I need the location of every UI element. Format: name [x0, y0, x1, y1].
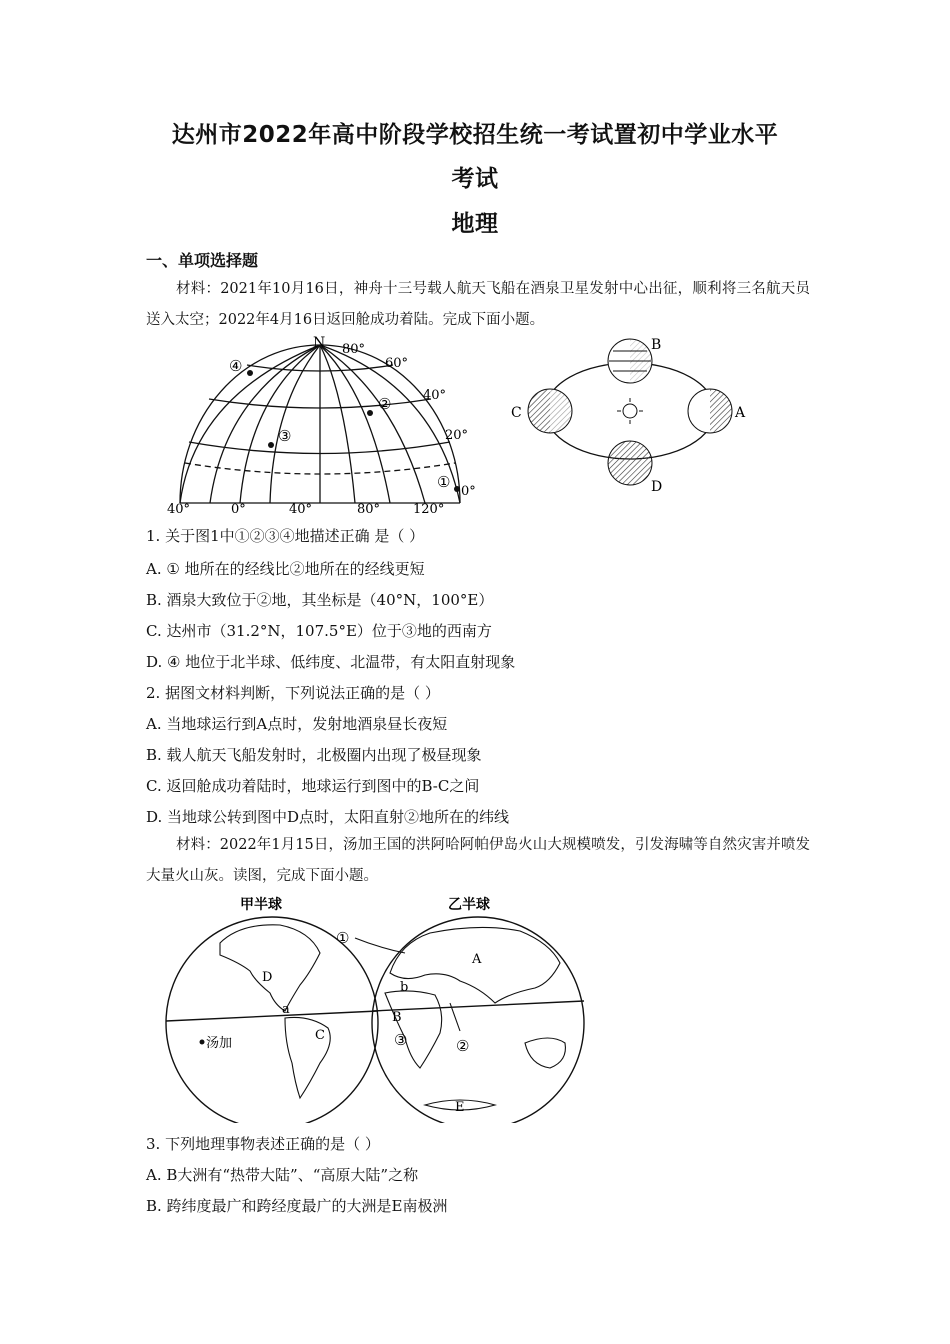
- question-2-option-d: D. 当地球公转到图中D点时，太阳直射②地所在的纬线: [146, 808, 510, 826]
- north-label: N: [313, 335, 326, 351]
- continent-label-e: E: [455, 1100, 465, 1115]
- question-3-option-a: A. B大洲有“热带大陆”、“高原大陆”之称: [146, 1166, 419, 1184]
- material-paragraph-1: 材料：2021年10月16日，神舟十三号载人航天飞船在酒泉卫星发射中心出征，顺利将三名航天员送入太空；2022年4月16日返回舱成功着陆。完成下面小题。: [146, 281, 810, 328]
- point-2-label: ②: [378, 395, 392, 413]
- lon-label-80e: 80°: [357, 502, 381, 515]
- point-1-label: ①: [437, 473, 451, 491]
- lon-label-40w: 40°: [167, 502, 191, 515]
- exam-title-line2: 考试: [451, 166, 499, 192]
- continent-label-b: B: [392, 1010, 402, 1025]
- point-label-b: b: [400, 980, 409, 995]
- figure-hemispheres-map: [160, 893, 640, 1123]
- lat-label-20: 20°: [445, 428, 469, 443]
- marker-3-label: ③: [394, 1031, 408, 1049]
- question-1-option-d: D. ④ 地位于北半球、低纬度、北温带，有太阳直射现象: [146, 653, 516, 671]
- question-1-stem: 1. 关于图1中①②③④地描述正确 是（ ）: [146, 527, 425, 545]
- exam-title-line1: 达州市2022年高中阶段学校招生统一考试置初中学业水平: [171, 122, 779, 148]
- orbit-label-c: C: [511, 405, 522, 421]
- lat-label-60: 60°: [385, 356, 409, 371]
- section-heading: 一、单项选择题: [146, 251, 259, 270]
- question-3-option-b: B. 跨纬度最广和跨经度最广的大洲是E南极洲: [146, 1197, 448, 1215]
- lat-label-80: 80°: [342, 342, 366, 357]
- point-4-label: ④: [229, 357, 243, 375]
- point-label-a: a: [282, 1002, 290, 1017]
- marker-2-label: ②: [456, 1037, 470, 1055]
- continent-label-a: A: [472, 952, 482, 967]
- orbit-label-a: A: [735, 405, 746, 421]
- lat-label-0: 0°: [461, 484, 476, 499]
- question-2-option-a: A. 当地球运行到A点时，发射地酒泉昼长夜短: [146, 715, 448, 733]
- question-3-stem: 3. 下列地理事物表述正确的是（ ）: [146, 1135, 380, 1153]
- question-2-stem: 2. 据图文材料判断，下列说法正确的是（ ）: [146, 684, 440, 702]
- lon-label-0: 0°: [231, 502, 246, 515]
- question-2-option-c: C. 返回舱成功着陆时，地球运行到图中的B-C之间: [146, 777, 480, 795]
- question-1-option-c: C. 达州市（31.2°N，107.5°E）位于③地的西南方: [146, 622, 492, 640]
- figure-earth-orbit: [505, 335, 755, 495]
- continent-label-c: C: [315, 1028, 325, 1043]
- marker-1-label: ①: [336, 929, 350, 947]
- west-hemisphere-title: 甲半球: [240, 897, 282, 913]
- lon-label-40e: 40°: [289, 502, 313, 515]
- material-paragraph-2: 材料：2022年1月15日，汤加王国的洪阿哈阿帕伊岛火山大规模喷发，引发海啸等自然灾害并喷发大量火山灰。读图，完成下面小题。: [146, 837, 810, 884]
- question-1-option-b: B. 酒泉大致位于②地，其坐标是（40°N，100°E）: [146, 591, 494, 609]
- lat-label-40: 40°: [423, 388, 447, 403]
- question-2-option-b: B. 载人航天飞船发射时，北极圈内出现了极昼现象: [146, 746, 482, 764]
- subject-title: 地理: [451, 211, 499, 237]
- east-hemisphere-title: 乙半球: [448, 897, 490, 913]
- figure-graticule-map: [165, 335, 485, 515]
- continent-label-d: D: [262, 970, 273, 985]
- point-3-label: ③: [278, 427, 292, 445]
- orbit-label-d: D: [651, 479, 663, 495]
- lon-label-120e: 120°: [413, 502, 445, 515]
- tonga-label: 汤加: [206, 1036, 233, 1051]
- orbit-label-b: B: [651, 337, 662, 353]
- question-1-option-a: A. ① 地所在的经线比②地所在的经线更短: [146, 560, 425, 578]
